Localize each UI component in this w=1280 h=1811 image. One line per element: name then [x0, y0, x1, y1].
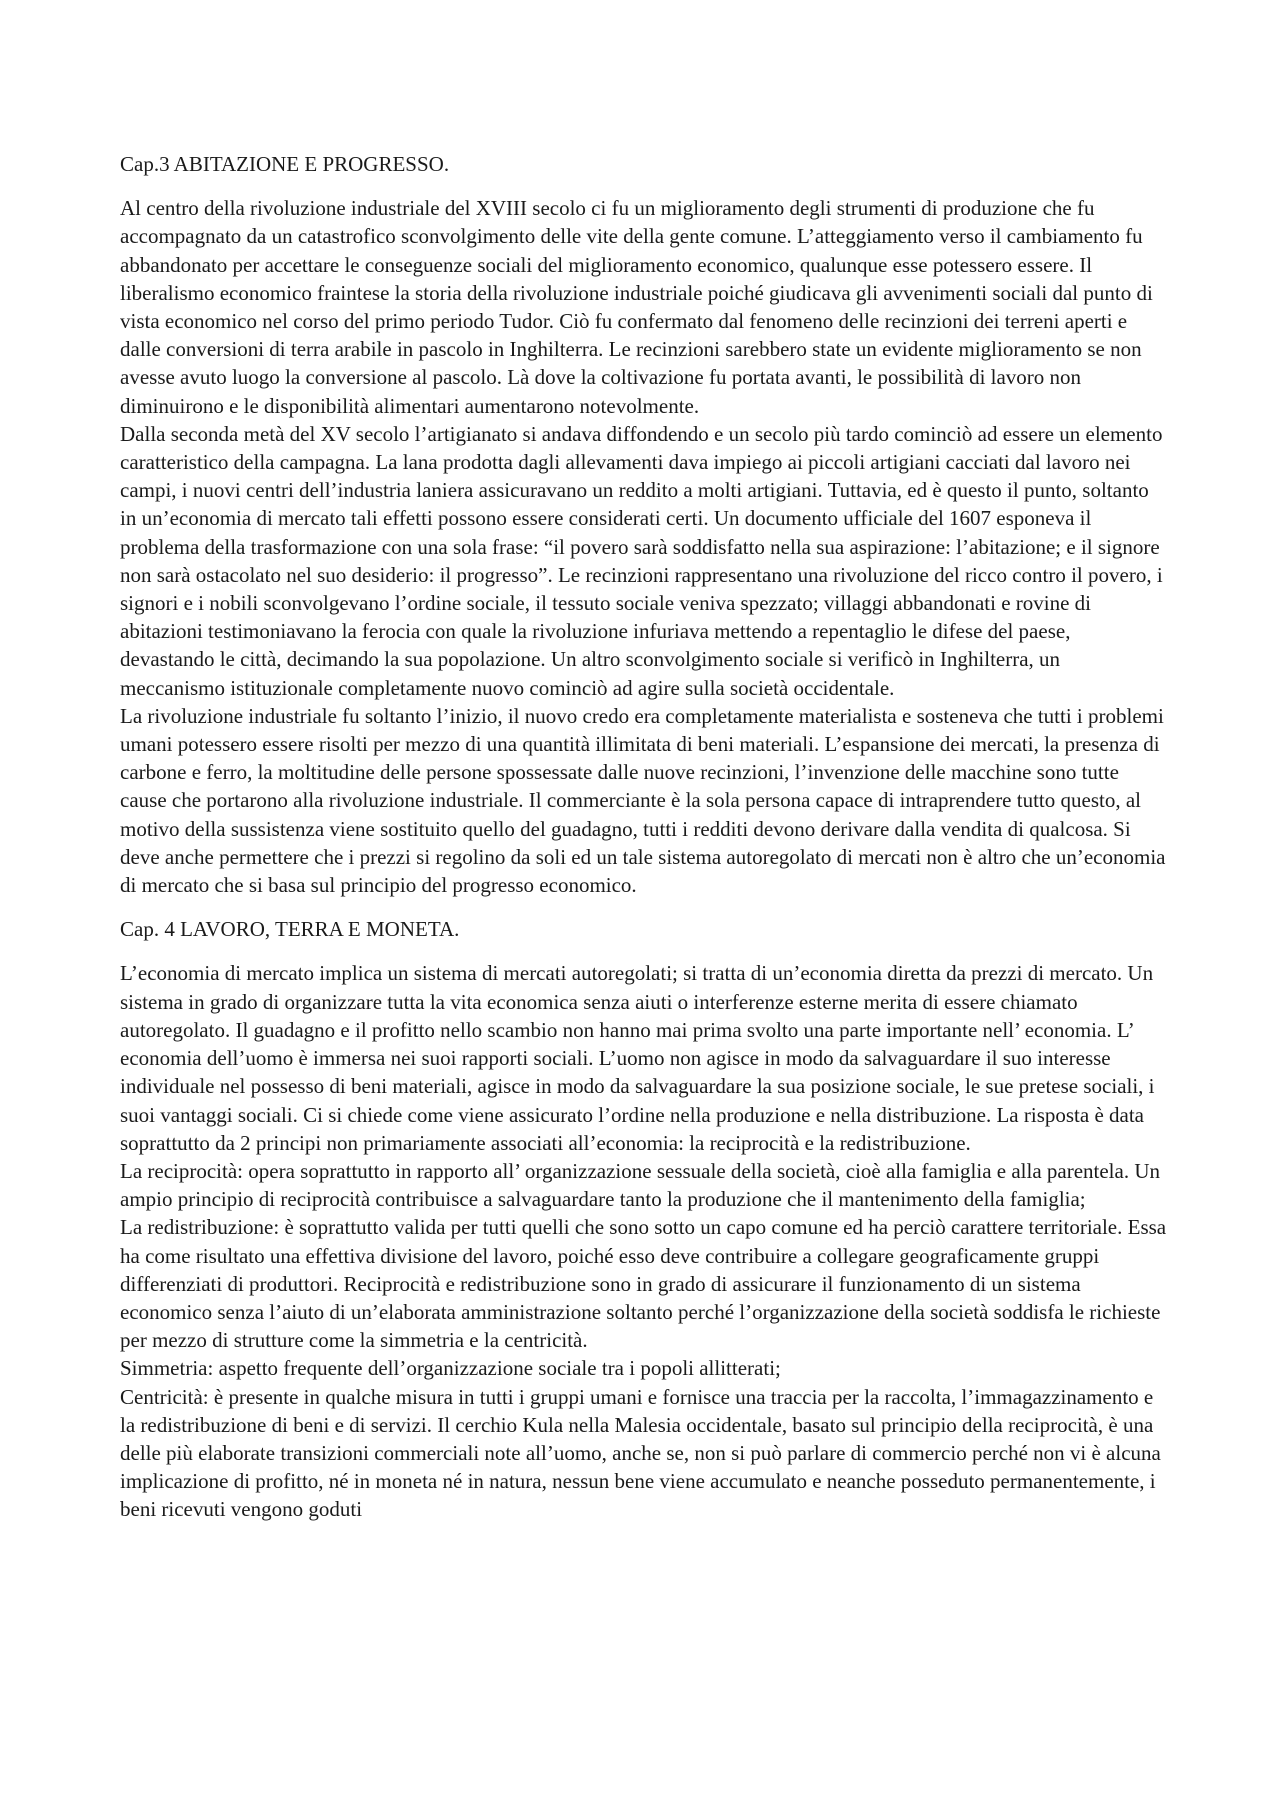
- document-page: [120, 150, 1170, 1524]
- chapter-3-paragraph-1: Al centro della rivoluzione industriale del XVIII secolo ci fu un miglioramento degli strumenti di produzione che fu accompagnato da un catastrofico sconvolgimento delle vite della gente comune. L’atteggiamento verso il cambiamento fu abbandonato per accettare le conseguenze sociali del miglioramento economico, qualunque esse potessero essere. Il liberalismo economico fraintese la storia della rivoluzione industriale poiché giudicava gli avvenimenti sociali dal punto di vista economico nel corso del primo periodo Tudor. Ciò fu confermato dal fenomeno delle recinzioni dei terreni aperti e dalle conversioni di terra arabile in pascolo in Inghilterra. Le recinzioni sarebbero state un evidente miglioramento se non avesse avuto luogo la conversione al pascolo. Là dove la coltivazione fu portata avanti, le possibilità di lavoro non diminuirono e le disponibilità alimentari aumentarono notevolmente.: [120, 196, 1153, 418]
- chapter-3-paragraph-2: Dalla seconda metà del XV secolo l’artigianato si andava diffondendo e un secolo più tardo cominciò ad essere un elemento caratteristico della campagna. La lana prodotta dagli allevamenti dava impiego ai piccoli artigiani cacciati dal lavoro nei campi, i nuovi centri dell’industria laniera assicuravano un reddito a molti artigiani. Tuttavia, ed è questo il punto, soltanto in un’economia di mercato tali effetti possono essere considerati certi. Un documento ufficiale del 1607 esponeva il problema della trasformazione con una sola frase: “il povero sarà soddisfatto nella sua aspirazione: l’abitazione; e il signore non sarà ostacolato nel suo desiderio: il progresso”. Le recinzioni rappresentano una rivoluzione del ricco contro il povero, i signori e i nobili sconvolgevano l’ordine sociale, il tessuto sociale veniva spezzato; villaggi abbandonati e rovine di abitazioni testimoniavano la ferocia con quale la rivoluzione infuriava mettendo a repentaglio le difese del paese, devastando le città, decimando la sua popolazione. Un altro sconvolgimento sociale si verificò in Inghilterra, un meccanismo istituzionale completamente nuovo cominciò ad agire sulla società occidentale.: [120, 421, 1163, 700]
- chapter-4-paragraph-2: La reciprocità: opera soprattutto in rapporto all’ organizzazione sessuale della società, cioè alla famiglia e alla parentela. Un ampio principio di reciprocità contribuisce a salvaguardare tanto la produzione che il mantenimento della famiglia;: [120, 1158, 1161, 1212]
- section-divider-space: [120, 899, 1170, 915]
- chapter-4-heading: Cap. 4 LAVORO, TERRA E MONETA.: [120, 917, 460, 942]
- chapter-4-paragraph-3: La redistribuzione: è soprattutto valida per tutti quelli che sono sotto un capo comune ed ha perciò carattere territoriale. Essa ha come risultato una effettiva divisione del lavoro, poiché esso deve contribuire a collegare geograficamente gruppi differenziati di produttori. Reciprocità e redistribuzione sono in grado di assicurare il funzionamento di un sistema economico senza l’aiuto di un’elaborata amministrazione soltanto perché l’organizzazione della società soddisfa le richieste per mezzo di strutture come la simmetria e la centricità.: [120, 1215, 1167, 1353]
- chapter-4-paragraph-4: Simmetria: aspetto frequente dell’organizzazione sociale tra i popoli allitterati;: [120, 1356, 781, 1381]
- chapter-4-paragraph-5: Centricità: è presente in qualche misura in tutti i gruppi umani e fornisce una traccia per la raccolta, l’immagazzinamento e la redistribuzione di beni e di servizi. Il cerchio Kula nella Malesia occidentale, basato sul principio della reciprocità, è una delle più elaborate transizioni commerciali note all’uomo, anche se, non si può parlare di commercio perché non vi è alcuna implicazione di profitto, né in moneta né in natura, nessun bene viene accumulato e neanche posseduto permanentemente, i beni ricevuti vengono goduti: [120, 1384, 1161, 1522]
- chapter-4-paragraph-1: L’economia di mercato implica un sistema di mercati autoregolati; si tratta di un’economia diretta da prezzi di mercato. Un sistema in grado di organizzare tutta la vita economica senza aiuti o interferenze esterne merita di essere chiamato autoregolato. Il guadagno e il profitto nello scambio non hanno mai prima svolto una parte importante nell’ economia. L’ economia dell’uomo è immersa nei suoi rapporti sociali. L’uomo non agisce in modo da salvaguardare il suo interesse individuale nel possesso di beni materiali, agisce in modo da salvaguardare la sua posizione sociale, le sue pretese sociali, i suoi vantaggi sociali. Ci si chiede come viene assicurato l’ordine nella produzione e nella distribuzione. La risposta è data soprattutto da 2 principi non primariamente associati all’economia: la reciprocità e la redistribuzione.: [120, 961, 1155, 1155]
- chapter-3-paragraph-3: La rivoluzione industriale fu soltanto l’inizio, il nuovo credo era completamente materialista e sosteneva che tutti i problemi umani potessero essere risolti per mezzo di una quantità illimitata di beni materiali. L’espansione dei mercati, la presenza di carbone e ferro, la moltitudine delle persone spossessate dalle nuove recinzioni, l’invenzione delle macchine sono tutte cause che portarono alla rivoluzione industriale. Il commerciante è la sola persona capace di intraprendere tutto questo, al motivo della sussistenza viene sostituito quello del guadagno, tutti i redditi devono derivare dalla vendita di qualcosa. Si deve anche permettere che i prezzi si regolino da soli ed un tale sistema autoregolato di mercati non è altro che un’economia di mercato che si basa sul principio del progresso economico.: [120, 703, 1166, 898]
- chapter-3-heading: Cap.3 ABITAZIONE E PROGRESSO.: [120, 152, 450, 176]
